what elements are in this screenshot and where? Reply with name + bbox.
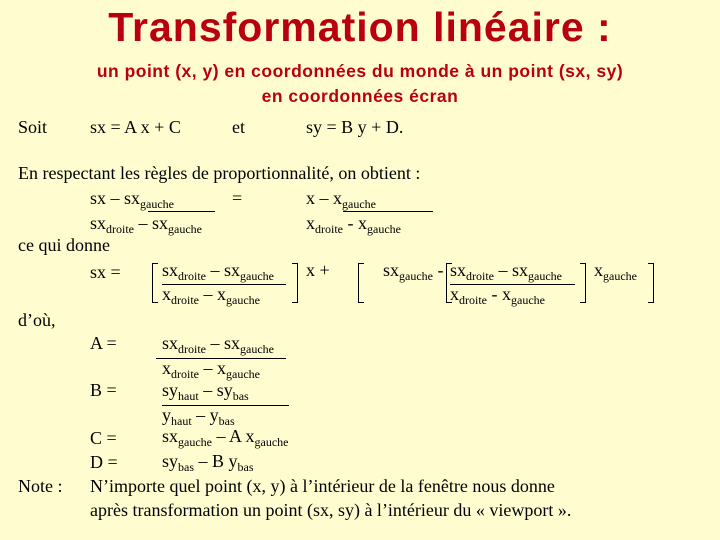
note-line-1: N’importe quel point (x, y) à l’intérieur de la fenêtre nous donne: [90, 476, 555, 496]
ratio-right-numerator: x – $x_{gauche}$: [306, 188, 376, 211]
ratio-right-denominator: $x_{droite} - x_{gauche}$: [306, 213, 401, 236]
sx-formula-denominator-2: $x_{droite} - x_{gauche}$: [450, 284, 545, 307]
sx-formula-numerator-2: $sx_{droite} - sx_{gauche}$: [450, 260, 563, 283]
proportionality-text: En respectant les règles de proportionnalité, on obtient :: [18, 163, 421, 183]
coefficient-a-numerator: $sx_{droite} - sx_{gauche}$: [162, 333, 275, 356]
sx-formula-denominator-1: $x_{droite} - x_{gauche}$: [162, 284, 260, 307]
dou-label: d’où,: [18, 310, 56, 330]
bracket-left-2: [358, 263, 364, 303]
subtitle-line-1: un point (x, y) en coordonnées du monde à un point (sx, sy): [96, 61, 624, 81]
bracket-right-1: [292, 263, 298, 303]
page-title: Transformation linéaire :: [108, 4, 612, 50]
coefficient-d-formula: $sy_{bas}$ – B $y_{bas}$: [162, 451, 254, 474]
ce-qui-donne-label: ce qui donne: [18, 235, 110, 255]
sx-formula-lhs: sx =: [90, 262, 121, 282]
bracket-left-1: [152, 263, 158, 303]
subtitle-line-2: en coordonnées écran: [261, 86, 459, 106]
equation-sx: sx = A x + C: [90, 117, 181, 137]
coefficient-d-lhs: D =: [90, 452, 118, 472]
bracket-right-2: [648, 263, 654, 303]
ratio-left-fraction-bar: [148, 211, 215, 212]
sx-formula-x-plus: x +: [306, 260, 330, 280]
note-line-2: après transformation un point (sx, sy) à l’intérieur du « viewport ».: [90, 500, 572, 520]
coefficient-a-denominator: $x_{droite} - x_{gauche}$: [162, 358, 260, 381]
ratio-left-denominator: $sx_{droite} - sx_{gauche}$: [90, 213, 203, 236]
coefficient-b-denominator: $y_{haut} - y_{bas}$: [162, 405, 235, 428]
sx-formula-sx-gauche: $sx_{gauche}$ -: [383, 260, 444, 283]
soit-label: Soit: [18, 117, 48, 137]
et-label: et: [232, 117, 245, 137]
coefficient-b-lhs: B =: [90, 380, 117, 400]
ratio-equals: =: [232, 188, 243, 208]
coefficient-b-numerator: $sy_{haut} - sy_{bas}$: [162, 380, 249, 403]
bracket-right-3: [580, 263, 586, 303]
ratio-right-fraction-bar: [343, 211, 433, 212]
ratio-left-numerator: sx – $sx_{gauche}$: [90, 188, 175, 211]
sx-formula-numerator-1: $sx_{droite} - sx_{gauche}$: [162, 260, 275, 283]
coefficient-c-lhs: C =: [90, 428, 117, 448]
sx-formula-x-gauche: $x_{gauche}$: [594, 260, 637, 283]
coefficient-c-formula: $sx_{gauche}$ – A $x_{gauche}$: [162, 426, 289, 449]
equation-sy: sy = B y + D.: [306, 117, 404, 137]
coefficient-a-lhs: A =: [90, 333, 117, 353]
note-label: Note :: [18, 476, 63, 496]
